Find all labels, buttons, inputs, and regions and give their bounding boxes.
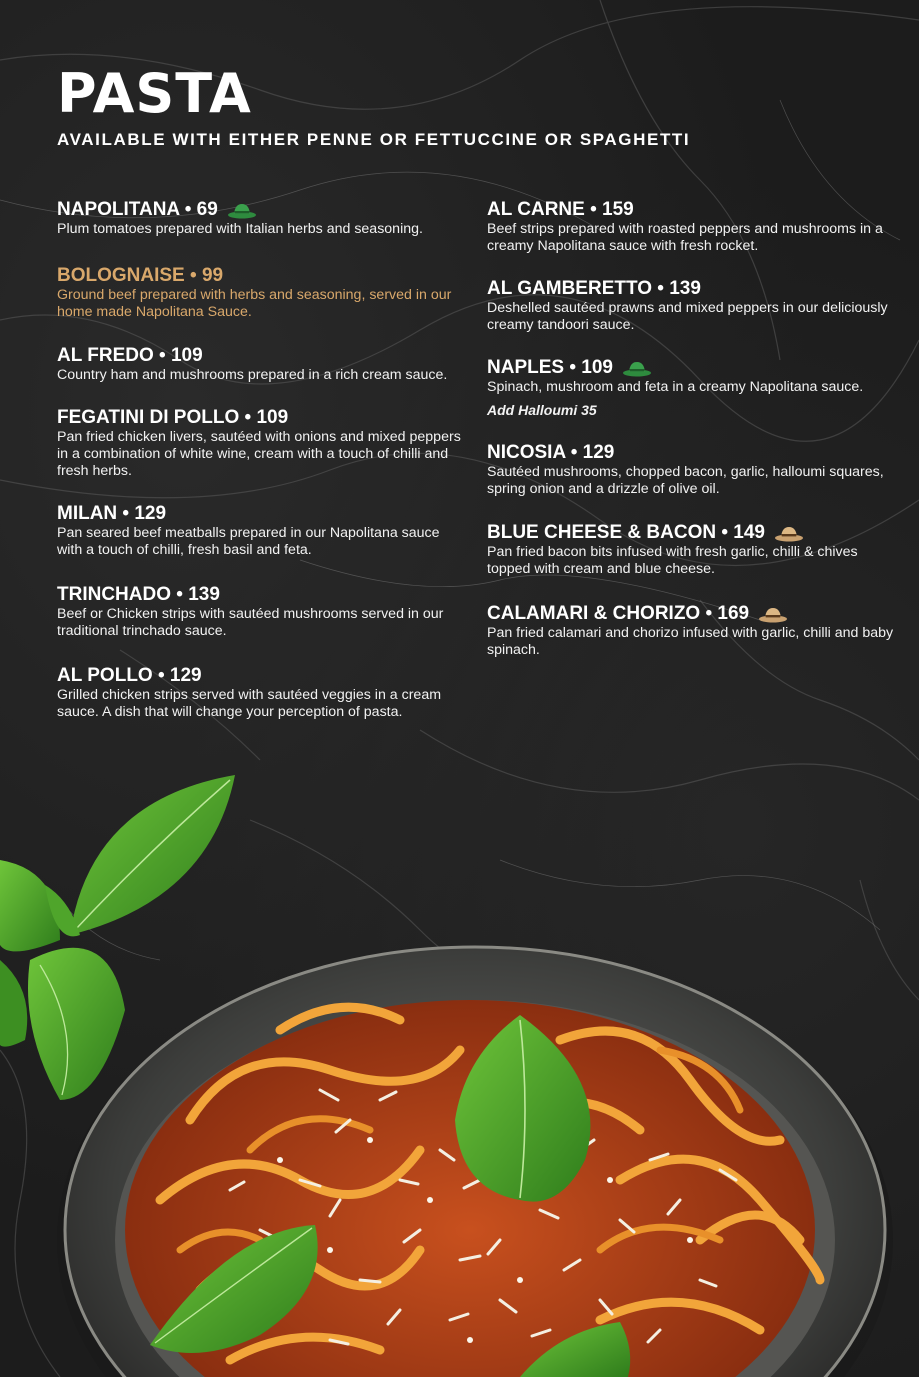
menu-item-description: Pan seared beef meatballs prepared in our Napolitana sauce with a touch of chilli, fresh basil and feta. xyxy=(57,525,440,558)
menu-item-description: Sautéed mushrooms, chopped bacon, garlic, halloumi squares, spring onion and a drizzle of olive oil. xyxy=(487,464,884,497)
menu-item-extra: Add Halloumi 35 xyxy=(487,402,597,418)
menu-item-title: BLUE CHEESE & BACON • 149 xyxy=(487,522,765,543)
menu-item-title: NAPOLITANA • 69 xyxy=(57,199,218,220)
menu-item-title: NAPLES • 109 xyxy=(487,357,613,378)
menu-item-description: Country ham and mushrooms prepared in a rich cream sauce. xyxy=(57,367,448,383)
page-subtitle: AVAILABLE WITH EITHER PENNE OR FETTUCCINE OR SPAGHETTI xyxy=(57,130,691,149)
menu-item-description: Pan fried calamari and chorizo infused with garlic, chilli and baby spinach. xyxy=(487,625,894,658)
menu-item-description: Pan fried bacon bits infused with fresh garlic, chilli & chives topped with cream and blue cheese. xyxy=(487,544,858,577)
menu-item-name: AL CARNE • 159 xyxy=(487,199,634,220)
menu-item-name: AL GAMBERETTO • 139 xyxy=(487,278,701,299)
menu-item-description: Spinach, mushroom and feta in a creamy Napolitana sauce. xyxy=(487,379,864,395)
menu-item-name: FEGATINI DI POLLO • 109 xyxy=(57,407,289,428)
menu-item-description: Ground beef prepared with herbs and seasoning, served in our home made Napolitana Sauce. xyxy=(57,287,452,320)
menu-item-name: AL FREDO • 109 xyxy=(57,345,203,366)
menu-item-name: NICOSIA • 129 xyxy=(487,442,615,463)
menu-item-description: Grilled chicken strips served with sautéed veggies in a cream sauce. A dish that will change your perception of pasta. xyxy=(57,687,442,720)
menu-item-description: Beef strips prepared with roasted peppers and mushrooms in a creamy Napolitana sauce with fresh rocket. xyxy=(487,221,883,254)
menu-item-title: CALAMARI & CHORIZO • 169 xyxy=(487,603,750,624)
menu-item-name: MILAN • 129 xyxy=(57,503,167,524)
page-title: PASTA xyxy=(57,62,252,125)
menu-item-name: AL POLLO • 129 xyxy=(57,665,202,686)
menu-item-name: BOLOGNAISE • 99 xyxy=(57,265,224,286)
menu-item-name: TRINCHADO • 139 xyxy=(57,584,220,605)
menu-item-description: Beef or Chicken strips with sautéed mushrooms served in our traditional trinchado sauce. xyxy=(57,606,444,639)
menu-item-description: Pan fried chicken livers, sautéed with onions and mixed peppers in a combination of white wine, cream with a touch of chilli and fresh herbs. xyxy=(57,429,461,479)
menu-item-description: Deshelled sautéed prawns and mixed peppers in our deliciously creamy tandoori sauce. xyxy=(487,300,888,333)
menu-item-description: Plum tomatoes prepared with Italian herbs and seasoning. xyxy=(57,221,423,237)
